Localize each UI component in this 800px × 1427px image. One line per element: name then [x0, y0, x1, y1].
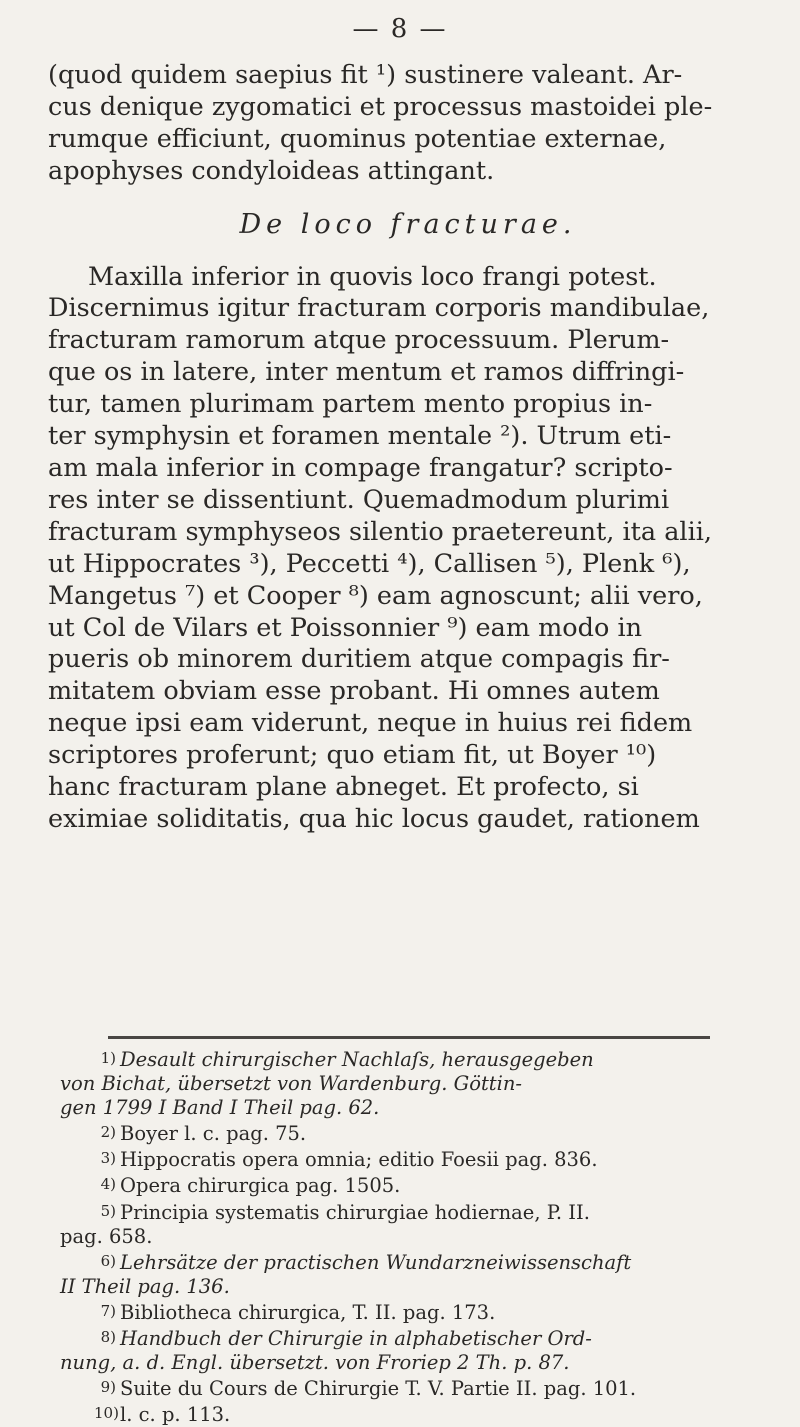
main-paragraph [48, 262, 768, 294]
footnote-4 [60, 1172, 750, 1198]
footnote-number: 6) [100, 1251, 116, 1270]
text-line: ter symphysin et foramen mentale ²). Utrum eti- [48, 421, 672, 452]
footnote-8 [60, 1325, 750, 1375]
text-line: ut Hippocrates ³), Peccetti ⁴), Callisen ⁵), Plenk ⁶), [48, 548, 691, 579]
footnote-number: 9) [100, 1378, 116, 1397]
text-line: Maxilla inferior in quovis loco frangi potest. [88, 261, 657, 292]
footnote-text: Bibliotheca chirurgica, T. II. pag. 173. [120, 1300, 496, 1324]
footnote-text: Hippocratis opera omnia; editio Foesii pag. 836. [120, 1148, 598, 1172]
opening-paragraph [48, 60, 768, 188]
footnote-text: von Bichat, übersetzt von Wardenburg. Göttin- [60, 1072, 523, 1096]
text-line: mitatem obviam esse probant. Hi omnes autem [48, 676, 660, 707]
body-text [48, 60, 768, 836]
footnote-text: gen 1799 I Band I Theil pag. 62. [60, 1096, 380, 1120]
footnote-text: nung, a. d. Engl. übersetzt. von Froriep 2 Th. p. 87. [60, 1351, 570, 1375]
footnote-number: 1) [100, 1049, 116, 1067]
footnote-text: II Theil pag. 136. [60, 1274, 230, 1298]
footnote-number: 10) [94, 1404, 119, 1423]
footnote-number: 4) [100, 1175, 116, 1194]
footnote-text: Principia systematis chirurgiae hodiernae, P. II. [120, 1200, 590, 1224]
footnote-6 [60, 1249, 750, 1299]
footnote-text: pag. 658. [60, 1224, 153, 1248]
text-line: pueris ob minorem duritiem atque compagis fir- [48, 644, 670, 675]
footnote-text: Opera chirurgica pag. 1505. [120, 1174, 401, 1198]
text-line: tur, tamen plurimam partem mento propius in- [48, 389, 653, 420]
text-line: ut Col de Vilars et Poissonnier ⁹) eam modo in [48, 612, 643, 643]
footnote-number: 3) [100, 1149, 116, 1168]
text-line: eximiae soliditatis, qua hic locus gaudet, rationem [48, 803, 700, 834]
footnote-number: 8) [100, 1328, 116, 1347]
text-line: cus denique zygomatici et processus mastoidei ple- [48, 91, 713, 122]
footnote-text: Suite du Cours de Chirurgie T. V. Partie II. pag. 101. [120, 1377, 637, 1401]
footnote-number: 2) [100, 1123, 116, 1142]
text-line: am mala inferior in compage frangatur? scripto- [48, 452, 673, 483]
footnote-text: Boyer l. c. pag. 75. [120, 1122, 307, 1146]
text-line: fracturam ramorum atque processuum. Plerum- [48, 325, 670, 356]
footnote-7 [60, 1299, 750, 1325]
text-line: que os in latere, inter mentum et ramos diffringi- [48, 357, 685, 388]
page-number: — 8 — [352, 14, 448, 44]
footnote-number: 5) [100, 1201, 116, 1220]
footnote-text: Handbuch der Chirurgie in alphabetischer Ord- [120, 1327, 592, 1351]
footnotes [60, 1046, 750, 1427]
text-line: scriptores proferunt; quo etiam fit, ut Boyer ¹⁰) [48, 740, 657, 771]
main-paragraph-body [48, 293, 768, 835]
text-line: apophyses condyloideas attingant. [48, 155, 495, 186]
text-line: rumque efficiunt, quominus potentiae externae, [48, 123, 667, 154]
text-line: Mangetus ⁷) et Cooper ⁸) eam agnoscunt; alii vero, [48, 580, 703, 611]
footnote-2 [60, 1120, 750, 1146]
footnote-text: l. c. p. 113. [120, 1403, 231, 1427]
text-line: fracturam symphyseos silentio praetereunt, ita alii, [48, 516, 712, 547]
footnote-text: Desault chirurgischer Nachlaſs, herausgegeben [120, 1048, 594, 1071]
text-line: hanc fracturam plane abneget. Et profecto, si [48, 772, 639, 803]
footnote-number: 7) [100, 1301, 116, 1320]
text-line: res inter se dissentiunt. Quemadmodum plurimi [48, 484, 670, 515]
footnote-text: Lehrsätze der practischen Wundarzneiwissenschaft [120, 1250, 632, 1274]
footnote-divider [108, 1036, 710, 1039]
footnote-1 [60, 1046, 750, 1120]
footnote-5 [60, 1199, 750, 1249]
text-line: (quod quidem saepius fit ¹) sustinere valeant. Ar- [48, 60, 683, 90]
footnote-3 [60, 1146, 750, 1172]
section-heading: De loco fracturae. [239, 208, 577, 240]
text-line: Discernimus igitur fracturam corporis mandibulae, [48, 293, 710, 324]
footnote-10 [60, 1401, 750, 1427]
footnote-9 [60, 1375, 750, 1401]
text-line: neque ipsi eam viderunt, neque in huius rei fidem [48, 708, 693, 739]
